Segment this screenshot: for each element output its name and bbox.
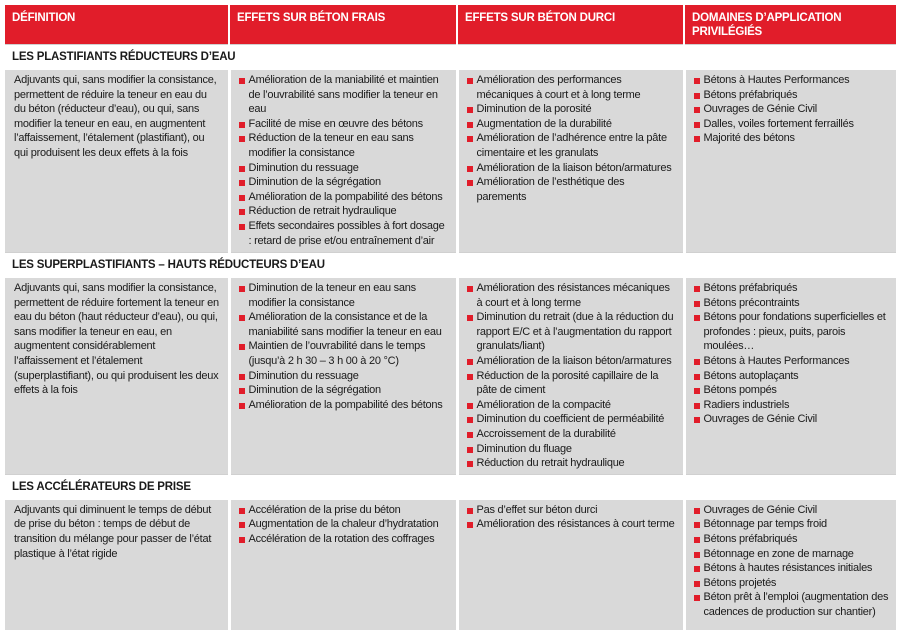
list-item: Amélioration des résistances mécaniques à court et à long terme xyxy=(466,281,676,310)
list-item: Amélioration des résistances à court terme xyxy=(466,517,676,532)
list-item: Amélioration de l’adhérence entre la pâte cimentaire et les granulats xyxy=(466,131,676,160)
definition-cell: Adjuvants qui diminuent le temps de début de prise du béton : temps de début de transition du mélange pour passer de l’état plastique à l’état rigide xyxy=(5,500,229,630)
section-row xyxy=(5,474,896,500)
section-title-superplastifiants: LES SUPERPLASTIFIANTS – HAUTS RÉDUCTEURS D’EAU xyxy=(5,253,896,279)
list-item: Diminution de la porosité xyxy=(466,102,676,117)
table-row xyxy=(5,70,896,253)
bullet-list xyxy=(466,73,676,204)
list-item: Dalles, voiles fortement ferraillés xyxy=(693,117,890,132)
list-item: Diminution du ressuage xyxy=(238,369,449,384)
section-row xyxy=(5,45,896,71)
hardened-effects-cell xyxy=(457,70,684,253)
list-item: Effets secondaires possibles à fort dosage : retard de prise et/ou entraînement d’air xyxy=(238,219,449,248)
section-row xyxy=(5,253,896,279)
list-item: Ouvrages de Génie Civil xyxy=(693,412,890,427)
list-item: Diminution du retrait (due à la réduction du rapport E/C et à l’augmentation du rapport granulats/liant) xyxy=(466,310,676,354)
list-item: Bétons préfabriqués xyxy=(693,281,890,296)
list-item: Bétons préfabriqués xyxy=(693,88,890,103)
list-item: Pas d’effet sur béton durci xyxy=(466,503,676,518)
list-item: Bétons précontraints xyxy=(693,296,890,311)
list-item: Bétons autoplaçants xyxy=(693,369,890,384)
list-item: Bétons projetés xyxy=(693,576,890,591)
list-item: Bétons à Hautes Performances xyxy=(693,73,890,88)
table-row xyxy=(5,500,896,630)
bullet-list xyxy=(238,281,449,412)
list-item: Amélioration de la liaison béton/armatures xyxy=(466,354,676,369)
hardened-effects-cell xyxy=(457,278,684,474)
domains-cell xyxy=(684,278,896,474)
fresh-effects-cell xyxy=(229,500,457,630)
bullet-list xyxy=(693,281,890,427)
list-item: Diminution du fluage xyxy=(466,442,676,457)
list-item: Diminution du ressuage xyxy=(238,161,449,176)
section-title-accelerateurs: LES ACCÉLÉRATEURS DE PRISE xyxy=(5,474,896,500)
fresh-effects-cell xyxy=(229,278,457,474)
bullet-list xyxy=(466,503,676,532)
header-definition: DÉFINITION xyxy=(5,5,229,45)
header-fresh-concrete-effects: EFFETS SUR BÉTON FRAIS xyxy=(229,5,457,45)
header-application-domains: DOMAINES D’APPLICATION PRIVILÉGIÉS xyxy=(684,5,896,45)
bullet-list xyxy=(238,73,449,248)
bullet-list xyxy=(238,503,449,547)
list-item: Amélioration de l’esthétique des parements xyxy=(466,175,676,204)
list-item: Bétons pour fondations superficielles et profondes : pieux, puits, parois moulées… xyxy=(693,310,890,354)
list-item: Augmentation de la chaleur d’hydratation xyxy=(238,517,449,532)
admixtures-table xyxy=(5,5,896,630)
list-item: Amélioration de la liaison béton/armatures xyxy=(466,161,676,176)
list-item: Radiers industriels xyxy=(693,398,890,413)
list-item: Amélioration de la consistance et de la maniabilité sans modifier la teneur en eau xyxy=(238,310,449,339)
list-item: Réduction de retrait hydraulique xyxy=(238,204,449,219)
list-item: Réduction du retrait hydraulique xyxy=(466,456,676,471)
list-item: Diminution de la ségrégation xyxy=(238,383,449,398)
list-item: Bétonnage en zone de marnage xyxy=(693,547,890,562)
list-item: Bétons à hautes résistances initiales xyxy=(693,561,890,576)
definition-cell: Adjuvants qui, sans modifier la consistance, permettent de réduire la teneur en eau du du béton (réducteur d’eau), ou qui, sans modifier la teneur en eau, en augmentent l’affaissement, l’étalement (plastifiant), ou qui produisent les deux effets à la fois xyxy=(5,70,229,253)
bullet-list xyxy=(693,73,890,146)
header-row xyxy=(5,5,896,45)
domains-cell xyxy=(684,70,896,253)
list-item: Maintien de l’ouvrabilité dans le temps (jusqu’à 2 h 30 – 3 h 00 à 20 °C) xyxy=(238,339,449,368)
section-title-plastifiants: LES PLASTIFIANTS RÉDUCTEURS D’EAU xyxy=(5,45,896,71)
list-item: Amélioration de la pompabilité des bétons xyxy=(238,398,449,413)
list-item: Majorité des bétons xyxy=(693,131,890,146)
header-hardened-concrete-effects: EFFETS SUR BÉTON DURCI xyxy=(457,5,684,45)
table-header xyxy=(5,5,896,45)
list-item: Diminution de la ségrégation xyxy=(238,175,449,190)
hardened-effects-cell xyxy=(457,500,684,630)
list-item: Ouvrages de Génie Civil xyxy=(693,503,890,518)
list-item: Diminution de la teneur en eau sans modifier la consistance xyxy=(238,281,449,310)
list-item: Accroissement de la durabilité xyxy=(466,427,676,442)
list-item: Accélération de la rotation des coffrages xyxy=(238,532,449,547)
fresh-effects-cell xyxy=(229,70,457,253)
list-item: Béton prêt à l’emploi (augmentation des cadences de production sur chantier) xyxy=(693,590,890,619)
list-item: Accélération de la prise du béton xyxy=(238,503,449,518)
list-item: Réduction de la teneur en eau sans modifier la consistance xyxy=(238,131,449,160)
list-item: Augmentation de la durabilité xyxy=(466,117,676,132)
table-row xyxy=(5,278,896,474)
list-item: Facilité de mise en œuvre des bétons xyxy=(238,117,449,132)
list-item: Bétons préfabriqués xyxy=(693,532,890,547)
list-item: Diminution du coefficient de perméabilité xyxy=(466,412,676,427)
list-item: Bétons pompés xyxy=(693,383,890,398)
list-item: Amélioration de la compacité xyxy=(466,398,676,413)
bullet-list xyxy=(693,503,890,620)
list-item: Bétons à Hautes Performances xyxy=(693,354,890,369)
list-item: Ouvrages de Génie Civil xyxy=(693,102,890,117)
domains-cell xyxy=(684,500,896,630)
list-item: Amélioration de la maniabilité et maintien de l’ouvrabilité sans modifier la teneur en eau xyxy=(238,73,449,117)
definition-cell: Adjuvants qui, sans modifier la consistance, permettent de réduire fortement la teneur en eau du béton (haut réducteur d’eau), ou qui, sans modifier la teneur en eau, en augmentent considérablement l’affaissement et l’étalement (superplastifiant), ou qui produisent les deux effets à la fois xyxy=(5,278,229,474)
list-item: Bétonnage par temps froid xyxy=(693,517,890,532)
list-item: Amélioration des performances mécaniques à court et à long terme xyxy=(466,73,676,102)
list-item: Réduction de la porosité capillaire de la pâte de ciment xyxy=(466,369,676,398)
list-item: Amélioration de la pompabilité des bétons xyxy=(238,190,449,205)
bullet-list xyxy=(466,281,676,471)
